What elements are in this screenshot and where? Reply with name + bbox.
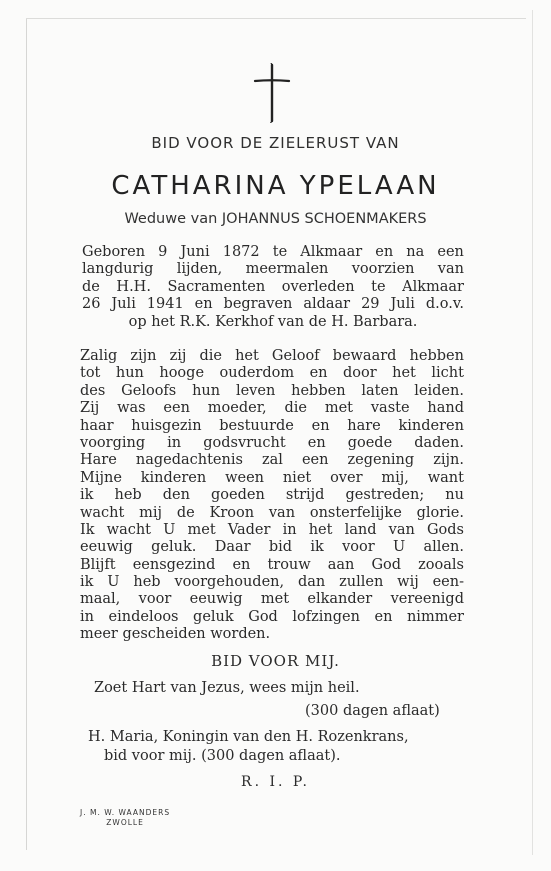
word: van [268,504,296,521]
verse-line [80,452,464,469]
word: licht [431,365,464,382]
word: des [80,382,106,399]
word: Gods [426,521,464,538]
word: zal [261,452,283,469]
word: hand [427,400,464,417]
word: Daar [214,539,251,556]
word: haar [80,417,114,434]
word: en [307,434,326,451]
word: het [392,365,416,382]
word: Geloofs [121,382,177,399]
verse-line [80,505,464,522]
word: en [194,296,213,313]
card-edge-top [26,18,526,19]
word: in [282,521,297,538]
word: na [406,244,425,260]
word: en [375,244,394,260]
word: voor [138,591,172,608]
word: eeuwig [80,539,133,556]
word: elkander [307,591,373,608]
verse-line [80,574,464,591]
word: hebben [291,382,346,399]
word: die [284,400,307,417]
word: mij [139,504,163,521]
word: wacht [80,504,125,521]
verse-line [80,591,464,608]
word: leven [235,382,276,399]
word: wacht [106,521,151,538]
word: geluk [193,608,234,625]
word: U [107,574,120,591]
word: glorie. [416,504,464,521]
verse-line [80,348,464,365]
biography-line [82,314,464,331]
word: Vader [227,521,271,538]
word: kinderen [398,417,464,434]
word: huisgezin [131,417,202,434]
biography-line [82,279,464,296]
verse-line [80,609,464,626]
verse-line [80,418,464,435]
word: het [235,348,259,364]
word: hebben [409,348,464,364]
word: bestuurde [219,417,294,434]
word: 1941 [146,296,184,313]
verse-line [80,470,464,487]
word: goede [347,434,393,451]
word: zegening [347,452,415,469]
word: Ik [80,521,95,538]
prayer-mary: H. Maria, Koningin van den H. Rozenkrans, [88,729,409,745]
biography-line [82,261,464,278]
verse-line [80,539,464,556]
prayer-sacred-heart: Zoet Hart van Jezus, wees mijn heil. [94,680,360,696]
word: Mijne [80,469,122,486]
biography-line [82,296,464,313]
word: hare [347,417,381,434]
word: zijn. [433,452,464,469]
word: den [162,487,190,504]
verse-line [80,487,464,504]
word: en [311,417,330,434]
word: van [388,521,415,538]
word: nu [445,487,464,504]
word: de [176,504,195,521]
word: kinderen [140,469,207,486]
word: 29 [361,296,380,313]
word: zooals [418,556,464,573]
word: U [392,539,406,556]
word: langdurig [82,261,154,278]
word: een [163,400,190,417]
word: Geboren [82,244,146,260]
word: onsterfelijke [309,504,402,521]
word: aan [327,556,355,573]
word: hun [115,365,144,382]
word: God [248,608,278,625]
word: een [437,244,464,260]
word: voorzien [351,261,415,278]
word: het [308,521,333,538]
word: Sacramenten [167,278,266,295]
word: door [342,365,377,382]
word: nimmer [406,608,464,625]
word: van [437,261,464,278]
word: ik [310,539,324,556]
word: vaste [370,400,410,417]
word: heb [114,487,142,504]
latin-cross-icon [252,63,292,123]
word: ween [225,469,264,486]
word: Juli [390,296,415,313]
verse-line [80,522,464,539]
word: met [324,400,354,417]
word: vereenigd [390,591,464,608]
word: eeuwig [189,591,243,608]
word: en [374,608,393,625]
word: mij, [381,469,409,486]
word: was [117,400,146,417]
word: bid [268,539,293,556]
word: in [167,434,182,451]
word: hun [192,382,221,399]
word: in [80,608,94,625]
word: strijd [285,487,325,504]
word: over [330,469,363,486]
prayer-mary-indulgence: bid voor mij. (300 dagen aflaat). [104,748,341,764]
biography-line [82,244,464,261]
word: Geloof [271,348,320,364]
word: wij [397,574,419,591]
word: een- [432,574,464,591]
word: hooge [159,365,205,382]
word: maal, [80,591,121,608]
word: zijn [130,348,157,364]
biography [82,244,464,331]
word: godsvrucht [203,434,286,451]
word: daden. [414,434,464,451]
word: bewaard [332,348,397,364]
word: overleden [281,278,355,295]
word: meermalen [245,261,329,278]
word: eensgezind [132,556,216,573]
word: niet [282,469,312,486]
word: lofzingen [292,608,360,625]
word: allen. [423,539,464,556]
word: Juli [111,296,136,313]
word: God [371,556,402,573]
word: Blijft [80,556,116,573]
printer-name: J. M. W. WAANDERS [80,808,171,817]
word: Juni [180,244,210,260]
word: goeden [210,487,265,504]
word: H.H. [116,278,151,295]
word: en [232,556,251,573]
word: aldaar [303,296,351,313]
verse-line [80,557,464,574]
word: U [163,521,176,538]
word: nagedachtenis [135,452,243,469]
word: met [187,521,216,538]
word: leiden. [414,382,464,399]
word: die [199,348,222,364]
word: ik [80,574,94,591]
verses [80,348,464,644]
prayer-sacred-heart-indulgence: (300 dagen aflaat) [305,703,440,719]
word: moeder, [207,400,267,417]
verse-line [80,365,464,382]
word: en [309,365,328,382]
word: 9 [158,244,168,260]
word: te [371,278,386,295]
word: trouw [267,556,311,573]
word: want [427,469,464,486]
word: lijden, [176,261,223,278]
word: zij [169,348,187,364]
word: Alkmaar [402,278,464,295]
word: 1872 [222,244,260,260]
word: Zij [80,400,100,417]
deceased-name: CATHARINA YPELAAN [111,171,440,201]
word: Kroon [209,504,255,521]
biography-text: op het R.K. Kerkhof van de H. Barbara. [128,313,418,330]
word: ouderdom [219,365,295,382]
printer-imprint [80,808,170,828]
word: een [301,452,329,469]
verse-line [80,626,464,643]
word: laten [361,382,399,399]
word: te [272,244,288,260]
heading: BID VOOR DE ZIELERUST VAN [151,134,400,152]
word: voorgehouden, [174,574,285,591]
word: gestreden; [345,487,425,504]
word: d.o.v. [425,296,464,313]
word: Zalig [80,348,118,364]
word: de [82,278,100,295]
word: met [260,591,290,608]
word: Alkmaar [300,244,363,260]
word: begraven [223,296,293,313]
word: 26 [82,296,101,313]
word: land [344,521,377,538]
word: ik [80,487,94,504]
word: voor [342,539,375,556]
word: eindeloos [108,608,179,625]
word: zullen [339,574,384,591]
verse-line [80,435,464,452]
word: tot [80,365,101,382]
word: dan [297,574,326,591]
printer-city: ZWOLLE [106,818,144,827]
verse-line [80,400,464,417]
verse-text: meer gescheiden worden. [80,626,271,643]
bid-voor-mij: BID VOOR MIJ. [211,652,340,670]
word: voorging [80,434,146,451]
word: heb [133,574,161,591]
verse-line [80,383,464,400]
word: geluk. [151,539,197,556]
widow-of-line: Weduwe van JOHANNUS SCHOENMAKERS [124,211,427,227]
rip: R. I. P. [241,774,310,790]
word: Hare [80,452,117,469]
